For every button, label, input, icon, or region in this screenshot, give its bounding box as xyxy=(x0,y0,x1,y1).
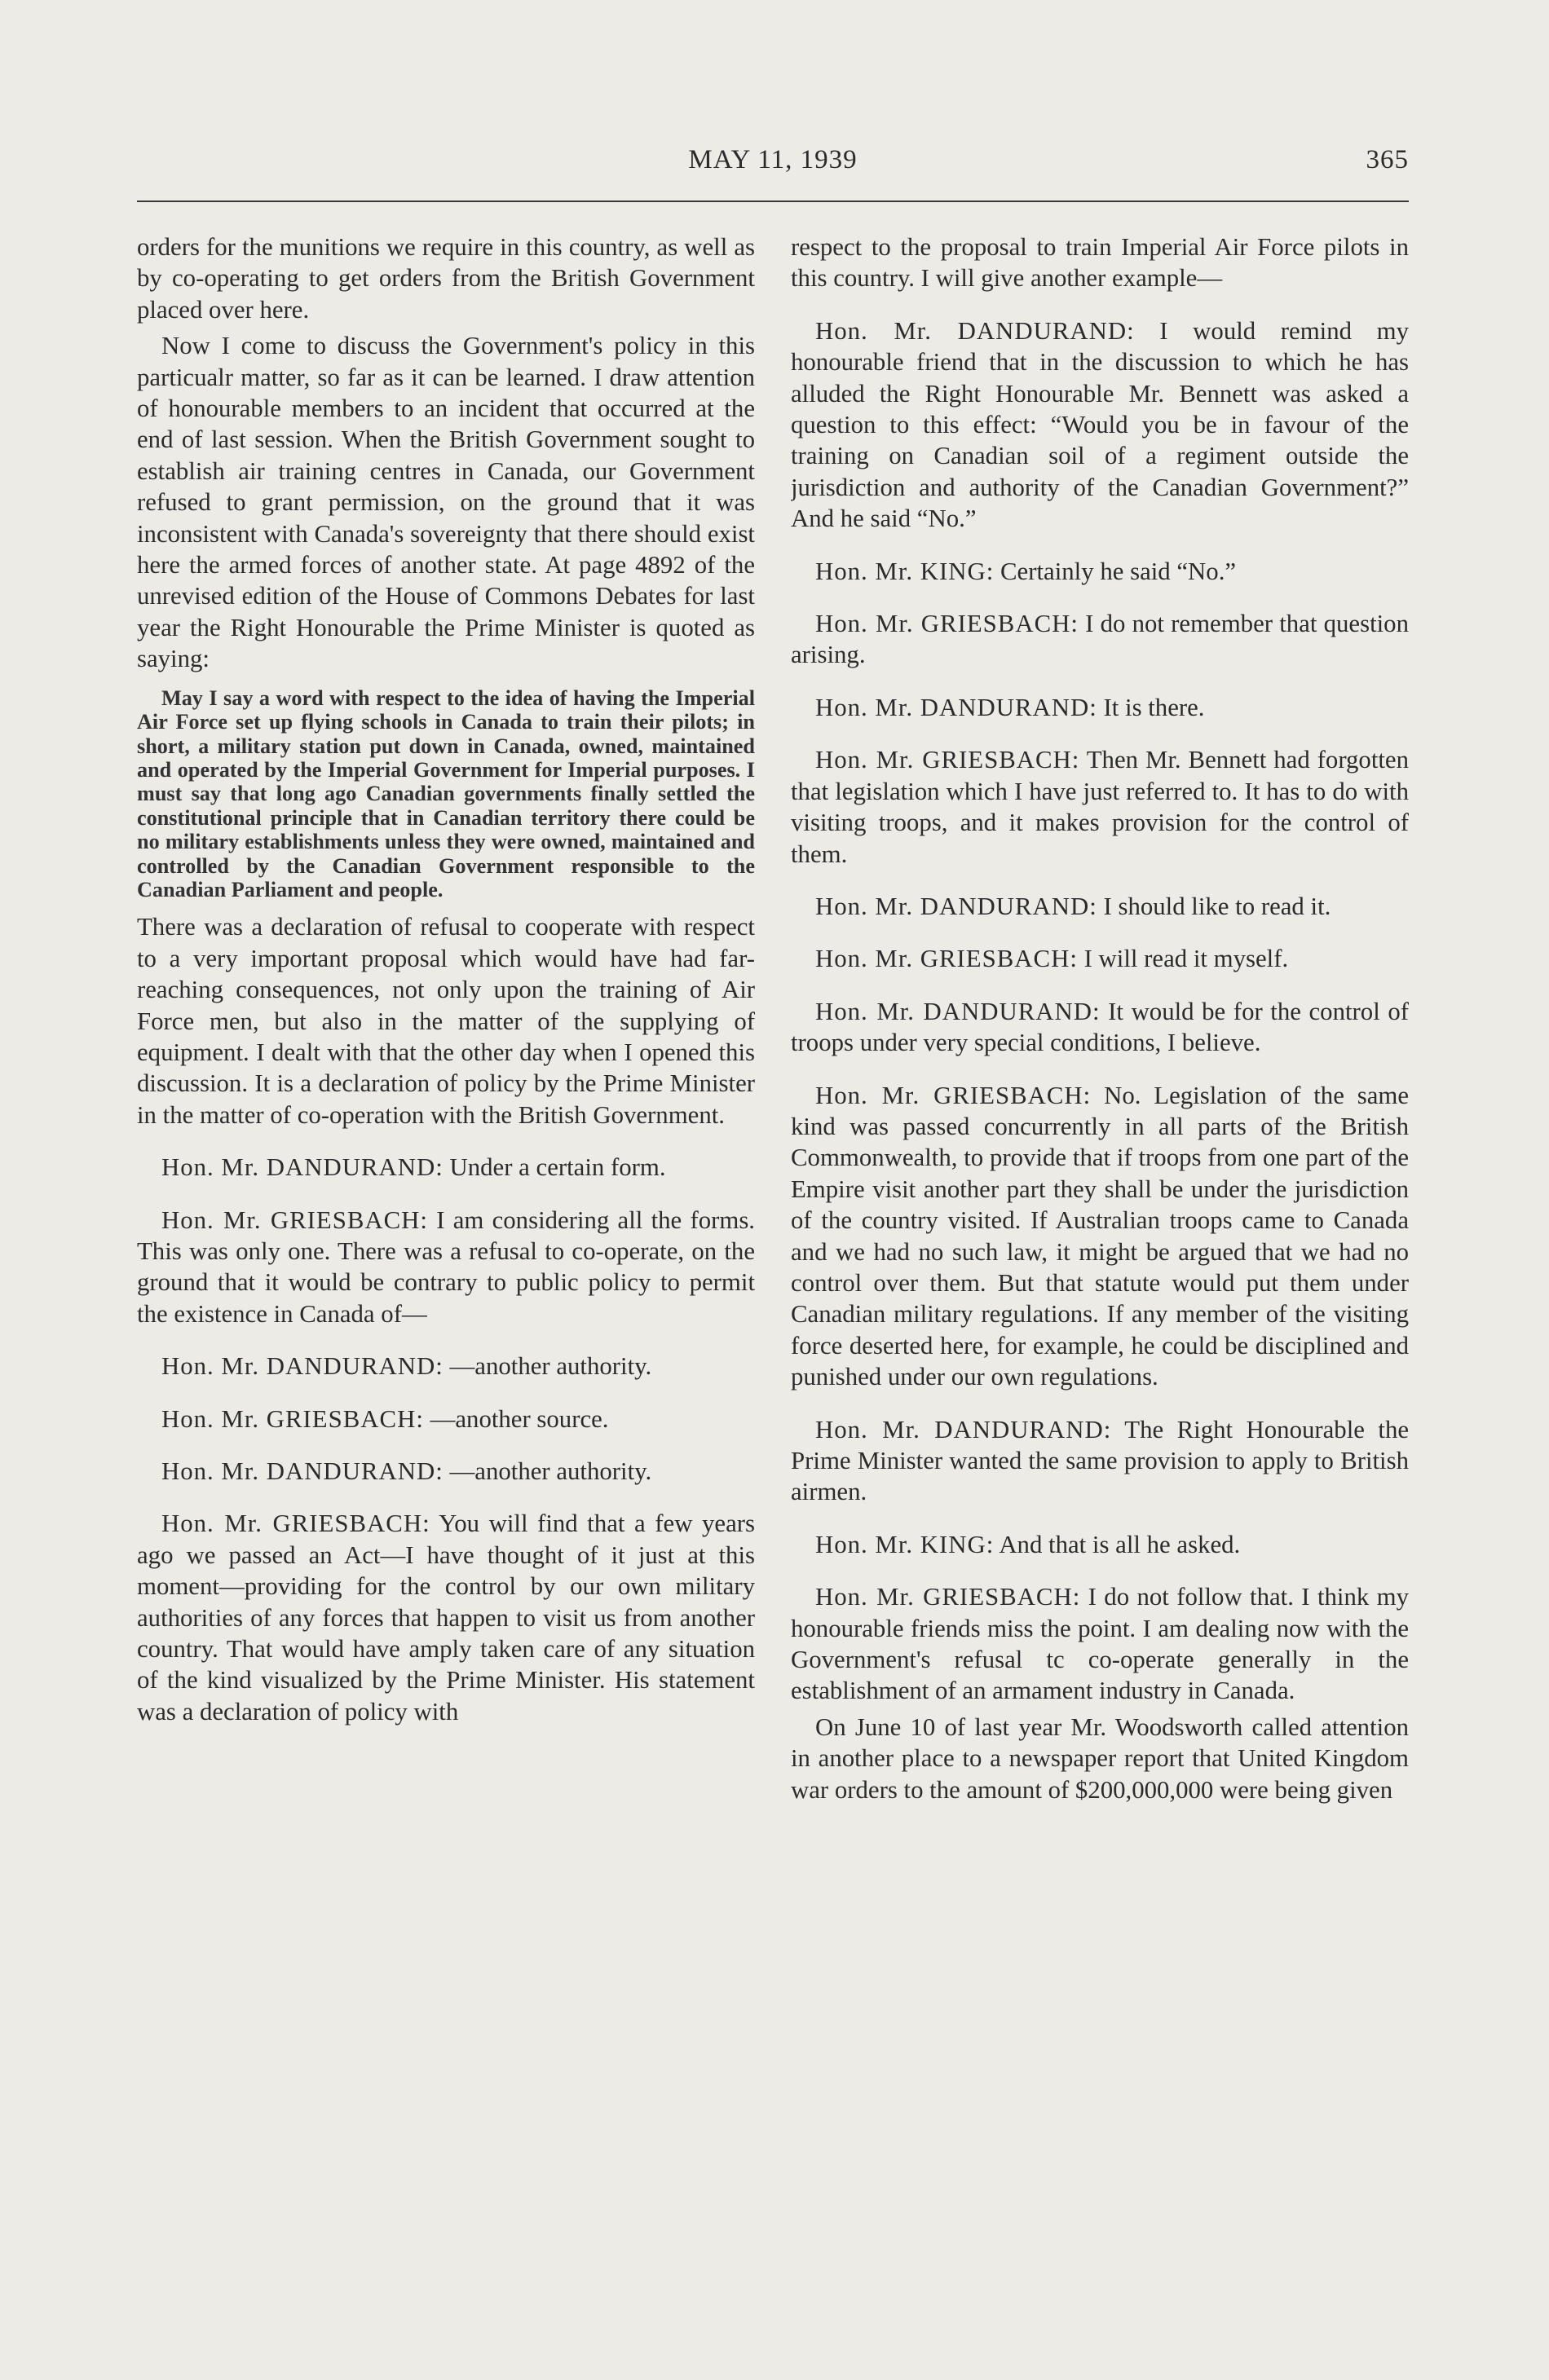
speech-paragraph xyxy=(791,891,1409,922)
speaker-name: Hon. Mr. DANDURAND: xyxy=(815,1415,1112,1443)
speech-text: You will find that a few years ago we passed an Act—I have thought of it just at this moment—providing for the control by our own military authorities of any forces that happen to visit us from another country. That would have amply taken care of any situation of the kind visualized by the Prime Minister. His statement was a declaration of policy with xyxy=(137,1510,755,1726)
speaker-name: Hon. Mr. GRIESBACH: xyxy=(815,1081,1092,1109)
right-column xyxy=(791,231,1409,2139)
speaker-name: Hon. Mr. GRIESBACH: xyxy=(815,1583,1081,1611)
speech-text: I would remind my honourable friend that in the discussion to which he has alluded the Right Honourable Mr. Bennett was asked a question to this effect: “Would you be in favour of the training on Canadian soil of a regiment outside the jurisdiction and authority of the Canadian Government?” And he said “No.” xyxy=(791,316,1409,533)
speech-text: —another source. xyxy=(430,1404,609,1433)
paragraph: On June 10 of last year Mr. Woodsworth called attention in another place to a newspaper report that United Kingdom war orders to the amount of $200,000,000 were being given xyxy=(791,1712,1409,1804)
speech-text: It would be for the control of troops under very special conditions, I believe. xyxy=(791,997,1409,1057)
speaker-name: Hon. Mr. DANDURAND: xyxy=(161,1153,444,1182)
speaker-name: Hon. Mr. DANDURAND: xyxy=(815,316,1135,345)
speech-text: —another authority. xyxy=(449,1457,652,1486)
speech-text: I will read it myself. xyxy=(1083,945,1289,973)
speech-paragraph xyxy=(791,315,1409,535)
speech-paragraph xyxy=(137,1456,755,1487)
speaker-name: Hon. Mr. DANDURAND: xyxy=(815,892,1097,920)
paragraph: respect to the proposal to train Imperial Air Force pilots in this country. I will give another example— xyxy=(791,233,1409,293)
speech-text: No. Legislation of the same kind was passed concurrently in all parts of the British Commonwealth, to provide that if troops from one part of the Empire visit another part they shall be under the jurisdiction of the country visited. If Australian troops came to Canada and we had no such law, it might be argued that we had no control over them. But that statute would put them under Canadian military regulations. If any member of the visiting force deserted here, for example, he could be disciplined and punished under our own regulations. xyxy=(791,1081,1409,1391)
header-rule xyxy=(137,201,1409,202)
speaker-name: Hon. Mr. GRIESBACH: xyxy=(815,610,1079,638)
page-number: 365 xyxy=(1366,145,1409,174)
speech-paragraph xyxy=(791,608,1409,671)
speech-text: The Right Honourable the Prime Minister wanted the same provision to apply to British airmen. xyxy=(791,1415,1409,1506)
page-header xyxy=(137,140,1409,189)
speech-paragraph xyxy=(791,692,1409,723)
speech-paragraph xyxy=(791,1529,1409,1560)
speaker-name: Hon. Mr. GRIESBACH: xyxy=(161,1404,424,1433)
speaker-name: Hon. Mr. KING: xyxy=(815,1530,995,1558)
paragraph: Now I come to discuss the Government's policy in this particualr matter, so far as it can be learned. I draw attention of honourable members to an incident that occurred at the end of last session. When the British Government sought to establish air training centres in Canada, our Government refused to grant permission, on the ground that it was inconsistent with Canada's sovereignty that there should exist here the armed forces of another state. At page 4892 of the unrevised edition of the House of Commons Debates for last year the Right Honourable the Prime Minister is quoted as saying: xyxy=(137,332,755,673)
speaker-name: Hon. Mr. GRIESBACH: xyxy=(815,746,1080,774)
speech-text: I do not remember that question arising. xyxy=(791,610,1409,669)
speaker-name: Hon. Mr. GRIESBACH: xyxy=(161,1510,430,1538)
speaker-name: Hon. Mr. GRIESBACH: xyxy=(815,945,1078,973)
speech-text: —another authority. xyxy=(449,1352,652,1381)
speech-text: I should like to read it. xyxy=(1103,892,1331,920)
speech-text: I do not follow that. I think my honourable friends miss the point. I am dealing now with the Government's refusal tc co-operate generally in the establishment of an armament industry in Canada. xyxy=(791,1583,1409,1705)
block-quote: May I say a word with respect to the idea of having the Imperial Air Force set up flying schools in Canada to train their pilots; in short, a military station put down in Canada, owned, maintained and operated by the Imperial Government for Imperial purposes. I must say that long ago Canadian governments finally settled the constitutional principle that in Canadian territory there could be no military establishments unless they were owned, maintained and controlled by the Canadian Government responsible to the Canadian Parliament and people. xyxy=(137,685,755,901)
speech-paragraph xyxy=(137,1351,755,1382)
speech-paragraph xyxy=(791,1414,1409,1508)
speech-paragraph xyxy=(791,1080,1409,1393)
speech-paragraph xyxy=(791,744,1409,870)
speech-text: And that is all he asked. xyxy=(999,1530,1241,1558)
speech-text: Certainly he said “No.” xyxy=(1000,557,1237,585)
speech-paragraph xyxy=(137,1205,755,1330)
paragraph: There was a declaration of refusal to cooperate with respect to a very important proposal which would have had far-reaching consequences, not only upon the training of Air Force men, but also in the matter of the supplying of equipment. I dealt with that the other day when I opened this discussion. It is a declaration of policy by the Prime Minister in the matter of co-operation with the British Government. xyxy=(137,913,755,1129)
speech-text: I am considering all the forms. This was only one. There was a refusal to co-operate, on the ground that it would be contrary to public policy to permit the existence in Canada of— xyxy=(137,1205,755,1328)
speech-paragraph xyxy=(791,556,1409,587)
speech-text: It is there. xyxy=(1103,693,1205,721)
speech-paragraph xyxy=(137,1404,755,1435)
speech-text: Then Mr. Bennett had forgotten that legislation which I have just referred to. It has to do with visiting troops, and it makes provision for the control of them. xyxy=(791,746,1409,868)
paragraph: orders for the munitions we require in this country, as well as by co-operating to get orders from the British Government placed over here. xyxy=(137,233,755,324)
speech-text: Under a certain form. xyxy=(449,1153,666,1182)
speaker-name: Hon. Mr. DANDURAND: xyxy=(161,1457,444,1486)
speaker-name: Hon. Mr. KING: xyxy=(815,557,995,585)
speaker-name: Hon. Mr. DANDURAND: xyxy=(815,997,1101,1025)
speech-paragraph xyxy=(137,1508,755,1727)
speech-paragraph xyxy=(791,943,1409,974)
speaker-name: Hon. Mr. GRIESBACH: xyxy=(161,1205,428,1234)
header-date: MAY 11, 1939 xyxy=(688,145,858,174)
speech-paragraph xyxy=(791,1581,1409,1707)
speaker-name: Hon. Mr. DANDURAND: xyxy=(815,693,1097,721)
speech-paragraph xyxy=(137,1152,755,1183)
left-column xyxy=(137,231,755,2139)
speaker-name: Hon. Mr. DANDURAND: xyxy=(161,1352,444,1381)
speech-paragraph xyxy=(791,996,1409,1059)
